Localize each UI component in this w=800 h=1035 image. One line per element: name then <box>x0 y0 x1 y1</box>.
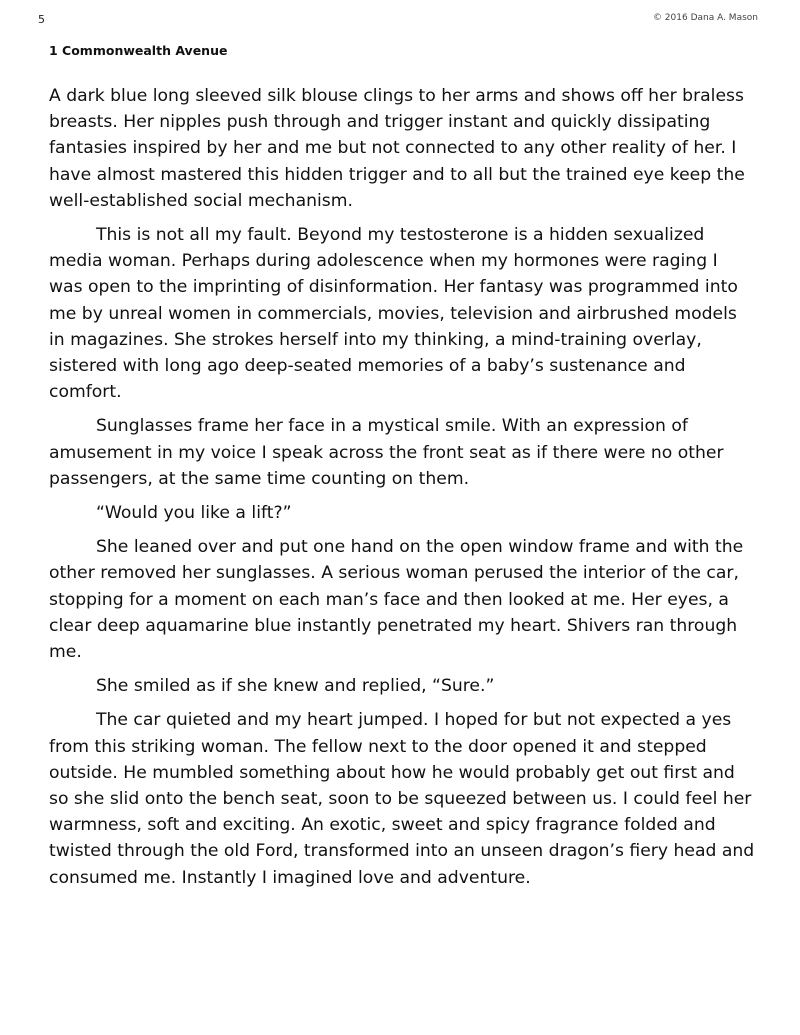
body-text <box>49 83 755 899</box>
dialogue-paragraph: She smiled as if she knew and replied, “Sure.” <box>96 676 495 697</box>
paragraph: She leaned over and put one hand on the open window frame and with the other removed her sunglasses. A serious woman perused the interior of the car, stopping for a moment on each man’s face and then looked at me. Her eyes, a clear deep aquamarine blue instantly penetrated my heart. Shivers ran through me. <box>49 537 744 663</box>
chapter-title: 1 Commonwealth Avenue <box>49 43 228 58</box>
page-number: 5 <box>38 13 45 26</box>
paragraph: This is not all my fault. Beyond my testosterone is a hidden sexualized media woman. Perhaps during adolescence when my hormones were raging I was open to the imprinting of disinformation. Her fantasy was programmed into me by unreal women in commercials, movies, television and airbrushed models in magazines. She strokes herself into my thinking, a mind-training overlay, sistered with long ago deep-seated memories of a baby’s sustenance and comfort. <box>49 225 738 403</box>
paragraph: The car quieted and my heart jumped. I hoped for but not expected a yes from this striking woman. The fellow next to the door opened it and stepped outside. He mumbled something about how he would probably get out first and so she slid onto the bench seat, soon to be squeezed between us. I could feel her warmness, soft and exciting. An exotic, sweet and spicy fragrance folded and twisted through the old Ford, transformed into an unseen dragon’s fiery head and consumed me. Instantly I imagined love and adventure. <box>49 710 755 888</box>
copyright-notice: © 2016 Dana A. Mason <box>652 13 758 23</box>
dialogue-paragraph: “Would you like a lift?” <box>96 503 292 524</box>
paragraph: A dark blue long sleeved silk blouse clings to her arms and shows off her braless breasts. Her nipples push through and trigger instant and quickly dissipating fantasies inspired by her and me but not connected to any other reality of her. I have almost mastered this hidden trigger and to all but the trained eye keep the well-established social mechanism. <box>49 86 745 211</box>
paragraph: Sunglasses frame her face in a mystical smile. With an expression of amusement in my voice I speak across the front seat as if there were no other passengers, at the same time counting on them. <box>49 416 724 489</box>
